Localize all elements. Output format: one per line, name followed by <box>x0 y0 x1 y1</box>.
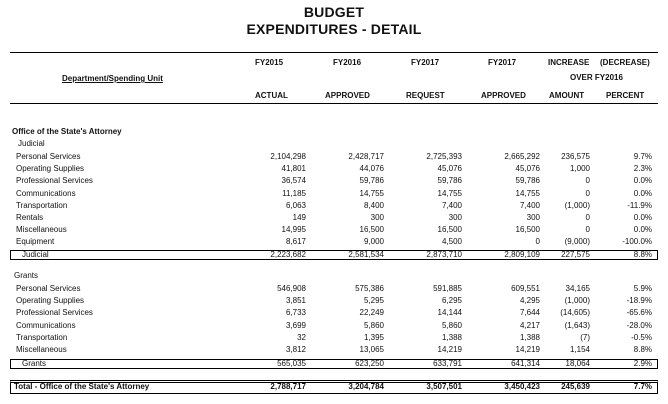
cell-fy2017-approved: 14,755 <box>515 188 540 198</box>
cell-fy2017-request: 6,295 <box>441 296 462 306</box>
header-amount: AMOUNT <box>549 91 585 100</box>
cell-change-percent: -11.9% <box>627 200 652 210</box>
cell-fy2017-request: 300 <box>448 213 462 222</box>
row-label: Equipment <box>16 237 55 247</box>
header-fy2015: FY2015 <box>255 58 284 67</box>
cell-fy2017-approved: 4,295 <box>519 296 540 306</box>
cell-fy2015-actual: 8,617 <box>285 237 306 247</box>
cell-change-amount: 0 <box>585 176 590 186</box>
cell-change-percent: 9.7% <box>633 152 652 161</box>
cell-fy2017-approved: 14,219 <box>515 345 540 354</box>
cell-fy2016-approved: 59,786 <box>359 176 384 186</box>
cell-change-percent: 8.8% <box>633 250 652 259</box>
cell-fy2017-request: 14,219 <box>437 345 462 354</box>
cell-change-amount: 0 <box>585 225 590 235</box>
cell-fy2017-approved: 1,388 <box>519 332 540 342</box>
cell-fy2015-actual: 14,995 <box>281 225 306 235</box>
cell-change-percent: 0.0% <box>633 225 652 235</box>
row-label: Rentals <box>16 213 44 222</box>
cell-fy2017-request: 4,500 <box>441 237 462 247</box>
row-label: Miscellaneous <box>16 345 67 354</box>
cell-fy2016-approved: 300 <box>370 213 384 222</box>
cell-change-amount: 236,575 <box>561 152 590 161</box>
header-request: REQUEST <box>406 91 445 100</box>
cell-fy2017-approved: 0 <box>535 237 540 247</box>
cell-fy2015-actual: 41,801 <box>281 164 306 174</box>
header-department: Department/Spending Unit <box>62 74 163 83</box>
cell-fy2015-actual: 11,185 <box>282 188 306 198</box>
header-approved-2017: APPROVED <box>481 91 526 100</box>
cell-fy2016-approved: 2,581,534 <box>348 250 384 259</box>
cell-fy2017-approved: 300 <box>526 213 540 222</box>
header-percent: PERCENT <box>606 91 645 100</box>
section-grants: Grants <box>14 271 39 280</box>
cell-change-amount: 245,639 <box>561 382 590 391</box>
cell-fy2017-request: 14,144 <box>437 308 462 318</box>
row-label: Miscellaneous <box>16 225 67 235</box>
cell-change-amount: 18,064 <box>565 359 590 368</box>
cell-fy2017-request: 1,388 <box>441 332 462 342</box>
judicial-total-box <box>10 250 658 260</box>
row-label: Communications <box>16 320 76 330</box>
cell-fy2015-actual: 36,574 <box>281 176 306 186</box>
office-heading: Office of the State's Attorney <box>12 127 122 136</box>
cell-fy2017-request: 633,791 <box>433 359 462 368</box>
cell-fy2017-request: 45,076 <box>437 164 462 174</box>
header-actual: ACTUAL <box>255 91 288 100</box>
cell-fy2017-approved: 7,400 <box>519 200 540 210</box>
cell-fy2017-request: 14,755 <box>437 188 462 198</box>
cell-change-percent: 2.9% <box>633 359 652 368</box>
cell-change-percent: 0.0% <box>633 176 652 186</box>
cell-change-amount: 1,154 <box>569 345 590 354</box>
cell-change-amount: (14,605) <box>560 308 590 318</box>
cell-fy2015-actual: 3,812 <box>285 345 306 354</box>
cell-fy2017-request: 2,725,393 <box>426 152 462 161</box>
cell-change-amount: (1,000) <box>564 200 590 210</box>
cell-change-amount: 0 <box>585 188 590 198</box>
report-title: BUDGET <box>303 4 365 20</box>
cell-change-percent: -28.0% <box>626 320 652 330</box>
report-subtitle: EXPENDITURES - DETAIL <box>246 21 422 37</box>
cell-fy2015-actual: 565,035 <box>277 359 306 368</box>
row-label: Total - Office of the State's Attorney <box>14 382 150 391</box>
cell-fy2017-request: 5,860 <box>441 320 462 330</box>
cell-fy2017-request: 59,786 <box>437 176 462 186</box>
section-judicial: Judicial <box>18 139 45 148</box>
header-increase: INCREASE <box>548 58 590 67</box>
row-label: Transportation <box>16 200 68 210</box>
cell-fy2016-approved: 623,250 <box>355 359 384 368</box>
cell-fy2015-actual: 6,733 <box>285 308 306 318</box>
row-label: Judicial <box>22 250 49 259</box>
cell-fy2015-actual: 32 <box>297 332 306 342</box>
cell-fy2017-request: 16,500 <box>437 225 462 235</box>
cell-change-percent: 7.7% <box>633 382 652 391</box>
row-label: Grants <box>22 359 47 368</box>
cell-fy2016-approved: 2,428,717 <box>348 152 384 161</box>
row-label: Personal Services <box>16 152 81 161</box>
cell-fy2015-actual: 2,223,682 <box>270 250 306 259</box>
cell-fy2016-approved: 1,395 <box>363 332 384 342</box>
cell-change-amount: (1,643) <box>564 320 590 330</box>
cell-fy2015-actual: 3,699 <box>285 320 306 330</box>
cell-fy2016-approved: 44,076 <box>359 164 384 174</box>
cell-fy2015-actual: 149 <box>292 213 306 222</box>
cell-fy2015-actual: 6,063 <box>285 200 306 210</box>
header-over-fy2016: OVER FY2016 <box>570 73 623 82</box>
row-label: Communications <box>16 188 76 198</box>
cell-fy2017-request: 2,873,710 <box>426 250 462 259</box>
cell-change-percent: -0.5% <box>631 332 652 342</box>
cell-fy2016-approved: 13,065 <box>359 345 384 354</box>
cell-change-percent: -18.9% <box>626 296 652 306</box>
cell-fy2017-approved: 45,076 <box>515 164 540 174</box>
cell-change-amount: 1,000 <box>569 164 590 174</box>
cell-fy2015-actual: 3,851 <box>285 296 306 306</box>
header-fy2017-request: FY2017 <box>411 58 440 67</box>
cell-change-amount: 227,575 <box>561 250 590 259</box>
row-label: Personal Services <box>16 284 81 293</box>
cell-change-amount: 34,165 <box>565 284 590 293</box>
row-label: Operating Supplies <box>16 296 85 306</box>
cell-fy2017-approved: 2,809,109 <box>504 250 540 259</box>
cell-change-percent: 0.0% <box>633 188 652 198</box>
cell-fy2017-approved: 59,786 <box>515 176 540 186</box>
cell-fy2017-request: 591,885 <box>433 284 462 293</box>
cell-change-amount: (9,000) <box>564 237 590 247</box>
header-fy2017-approved: FY2017 <box>488 58 517 67</box>
cell-fy2016-approved: 9,000 <box>363 237 384 247</box>
cell-change-amount: (1,000) <box>564 296 590 306</box>
cell-fy2017-approved: 609,551 <box>511 284 540 293</box>
cell-fy2017-request: 7,400 <box>441 200 462 210</box>
cell-change-percent: -100.0% <box>622 237 652 247</box>
cell-fy2016-approved: 16,500 <box>359 225 384 235</box>
cell-change-percent: -65.6% <box>626 308 652 318</box>
cell-fy2015-actual: 2,788,717 <box>270 382 306 391</box>
grants-total-box <box>10 359 658 369</box>
cell-change-percent: 8.8% <box>633 345 652 354</box>
cell-fy2016-approved: 575,386 <box>355 284 384 293</box>
row-label: Professional Services <box>16 308 93 318</box>
cell-fy2017-request: 3,507,501 <box>426 382 462 391</box>
header-decrease: (DECREASE) <box>600 58 650 67</box>
header-fy2016: FY2016 <box>333 58 362 67</box>
cell-change-percent: 0.0% <box>633 213 652 222</box>
cell-fy2017-approved: 3,450,423 <box>504 382 540 391</box>
row-label: Professional Services <box>16 176 93 186</box>
cell-fy2016-approved: 8,400 <box>363 200 384 210</box>
cell-fy2016-approved: 14,755 <box>359 188 384 198</box>
cell-change-percent: 2.3% <box>633 164 652 174</box>
row-label: Transportation <box>16 332 68 342</box>
cell-change-amount: 0 <box>585 213 590 222</box>
cell-fy2017-approved: 16,500 <box>515 225 540 235</box>
cell-fy2017-approved: 2,665,292 <box>504 152 540 161</box>
cell-change-amount: (7) <box>580 332 590 342</box>
header-approved-2016: APPROVED <box>325 91 370 100</box>
cell-fy2016-approved: 3,204,784 <box>348 382 384 391</box>
cell-change-percent: 5.9% <box>633 284 652 293</box>
cell-fy2017-approved: 4,217 <box>519 320 540 330</box>
row-label: Operating Supplies <box>16 164 85 174</box>
cell-fy2015-actual: 546,908 <box>277 284 306 293</box>
cell-fy2016-approved: 22,249 <box>359 308 384 318</box>
cell-fy2015-actual: 2,104,298 <box>270 152 306 161</box>
cell-fy2017-approved: 7,644 <box>519 308 540 318</box>
cell-fy2017-approved: 641,314 <box>511 359 540 368</box>
cell-fy2016-approved: 5,860 <box>363 320 384 330</box>
cell-fy2016-approved: 5,295 <box>363 296 384 306</box>
